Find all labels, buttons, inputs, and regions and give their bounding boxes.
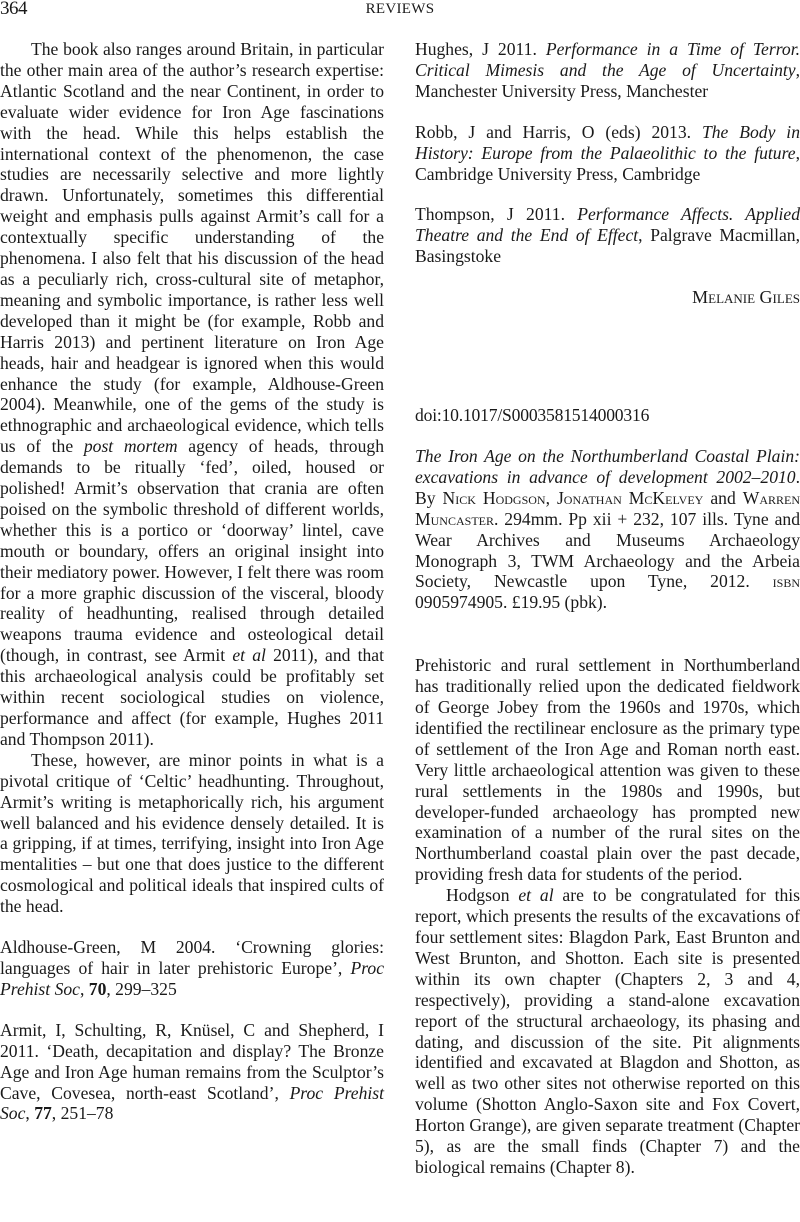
left-column	[0, 39, 384, 1124]
review-paragraph: These, however, are minor points in what is a pivotal critique of ‘Celtic’ headhunting. Throughout, Armit’s writing is metaphorically rich, his argument well balanced and his evidence densely detailed. It is a gripping, if at times, terrifying, insight into Iron Age mentalities – but one that does justice to the different cosmological and political ideals that inspired cults of the head.	[0, 749, 384, 917]
volume-number: 77	[34, 1103, 52, 1124]
doi-link[interactable]: doi:10.1017/S0003581514000316	[415, 405, 650, 426]
reference-entry	[0, 1020, 384, 1125]
reference-publisher: , Manchester University Press, Manchester	[415, 59, 800, 101]
text-run: 2011), and that this archaeological analysis could be profitably set within recent sociological studies on violence, performance and affect (for example, Hughes 2011 and Thompson 2011).	[0, 645, 385, 749]
text-run: agency of heads, through demands to be ritually ‘fed’, oiled, housed or polished! Armit’s observation that crania are often poised on the symbolic threshold of different worlds, whether this is a portico or ‘doorway’ lintel, cave mouth or boundary, offers an original insight into their mediatory power. However, I felt there was room for a more graphic discussion of the visceral, bloody reality of headhunting, realised through detailed weapons trauma evidence and osteological detail (though, in contrast, see Armit	[0, 436, 384, 666]
book-details: . 294mm. Pp xii + 232, 107 ills. Tyne and Wear Archives and Museums Archaeology Monograph 3, TWM Archaeology and the Arbeia Society, Newcastle upon Tyne, 2012.	[415, 508, 800, 592]
separator: ,	[79, 978, 89, 999]
reference-title: Performance in a Time of Terror. Critical Mimesis and the Age of Uncertainty	[415, 39, 800, 80]
page-header	[0, 0, 800, 30]
text-run: are to be congratulated for this report, which presents the results of the excavations of four settlement sites: Blagdon Park, East Brunton and West Brunton, and Shotton. Each site is presented within its own chapter (Chapters 2, 3 and 4, respectively), providing a stand-alone excavation report of the structural archaeology, its phasing and dating, and discussion of the site. Pit alignments identified and excavated at Blagdon and Shotton, as well as two other sites not otherwise reported on this volume (Shotton Anglo-Saxon site and Fox Covert, Horton Grange), are given separate treatment (Chapter 5), as are the small finds (Chapter 7) and the biological remains (Chapter 8).	[415, 885, 800, 1177]
reference-text: Robb, J and Harris, O (eds) 2013.	[415, 121, 702, 142]
page-number: 364	[0, 0, 27, 19]
isbn-label: isbn	[772, 571, 800, 592]
book-citation	[415, 446, 800, 613]
reference-title: The Body in History: Europe from the Palaeolithic to the future	[415, 121, 800, 163]
by-label: . By	[415, 466, 800, 508]
reference-text: Thompson, J 2011.	[415, 204, 578, 225]
reference-text: Armit, I, Schulting, R, Knüsel, C and Shepherd, I 2011. ‘Death, decapitation and display? The Bronze Age and Iron Age human remains from the Sculptor’s Cave, Covesea, north-east Scotland’,	[0, 1019, 384, 1103]
book-author: Jonathan McKelvey	[556, 487, 704, 508]
page-range: , 299–325	[106, 978, 177, 999]
volume-number: 70	[88, 978, 107, 999]
reference-entry	[415, 122, 800, 185]
review-paragraph	[415, 885, 800, 1178]
running-head: REVIEWS	[365, 1, 435, 17]
reference-entry	[0, 937, 384, 1000]
italic-text: et al	[518, 885, 554, 906]
reference-text: Aldhouse-Green, M 2004. ‘Crowning glories: languages of hair in later prehistoric Europe’,	[0, 937, 384, 978]
reference-entry	[415, 204, 800, 267]
review-paragraph	[0, 39, 384, 750]
reference-title: Performance Affects. Applied Theatre and the End of Effect	[415, 204, 800, 246]
separator: and	[703, 487, 743, 508]
separator: ,	[25, 1103, 35, 1124]
reviewer-signature: Melanie Giles	[692, 287, 800, 308]
text-run: Hodgson	[446, 885, 519, 906]
book-price: 0905974905. £19.95 (pbk).	[415, 592, 608, 613]
book-author: Nick Hodgson	[442, 487, 546, 508]
reference-publisher: , Cambridge University Press, Cambridge	[415, 142, 800, 184]
right-column	[415, 39, 800, 1178]
italic-text: post mortem	[83, 436, 178, 457]
book-title: The Iron Age on the Northumberland Coastal Plain: excavations in advance of development 2002–2010	[415, 445, 800, 487]
book-author: Warren Muncaster	[415, 487, 800, 529]
italic-text: et al	[232, 645, 266, 666]
reference-publisher: , Palgrave Macmillan, Basingstoke	[415, 225, 800, 267]
journal-name: Proc Prehist Soc	[0, 1082, 384, 1124]
separator: ,	[545, 487, 557, 508]
journal-name: Proc Prehist Soc	[0, 957, 384, 999]
review-paragraph: Prehistoric and rural settlement in Northumberland has traditionally relied upon the dedicated fieldwork of George Jobey from the 1960s and 1970s, which identified the rectilinear enclosure as the primary type of settlement of the Iron Age and Roman north east. Very little archaeological attention was given to these rural settlements in the 1980s and 1990s, but developer-funded archaeology has prompted new examination of a number of the rural sites on the Northumberland coastal plain over the past decade, providing fresh data for students of the period.	[415, 655, 800, 885]
reference-text: Hughes, J 2011.	[415, 39, 546, 59]
text-run: The book also ranges around Britain, in particular the other main area of the author’s research expertise: Atlantic Scotland and the near Continent, in order to evaluate wider evidence for Iron Age fascinations with the head. While this helps establish the international context of the phenomenon, the case studies are necessarily selective and more lightly drawn. Unfortunately, sometimes this differential weight and emphasis pulls against Armit’s call for a contextually specific understanding of the phenomena. I also felt that his discussion of the head as a peculiarly rich, cross-cultural site of metaphor, meaning and symbolic importance, is rather less well developed than it might be (for example, Robb and Harris 2013) and pertinent literature on Iron Age heads, hair and headgear is ignored when this would enhance the study (for example, Aldhouse-Green 2004). Meanwhile, one of the gems of the study is ethnographic and archaeological evidence, which tells us of the	[0, 39, 384, 457]
page-range: , 251–78	[51, 1103, 114, 1124]
reference-entry	[415, 39, 800, 102]
